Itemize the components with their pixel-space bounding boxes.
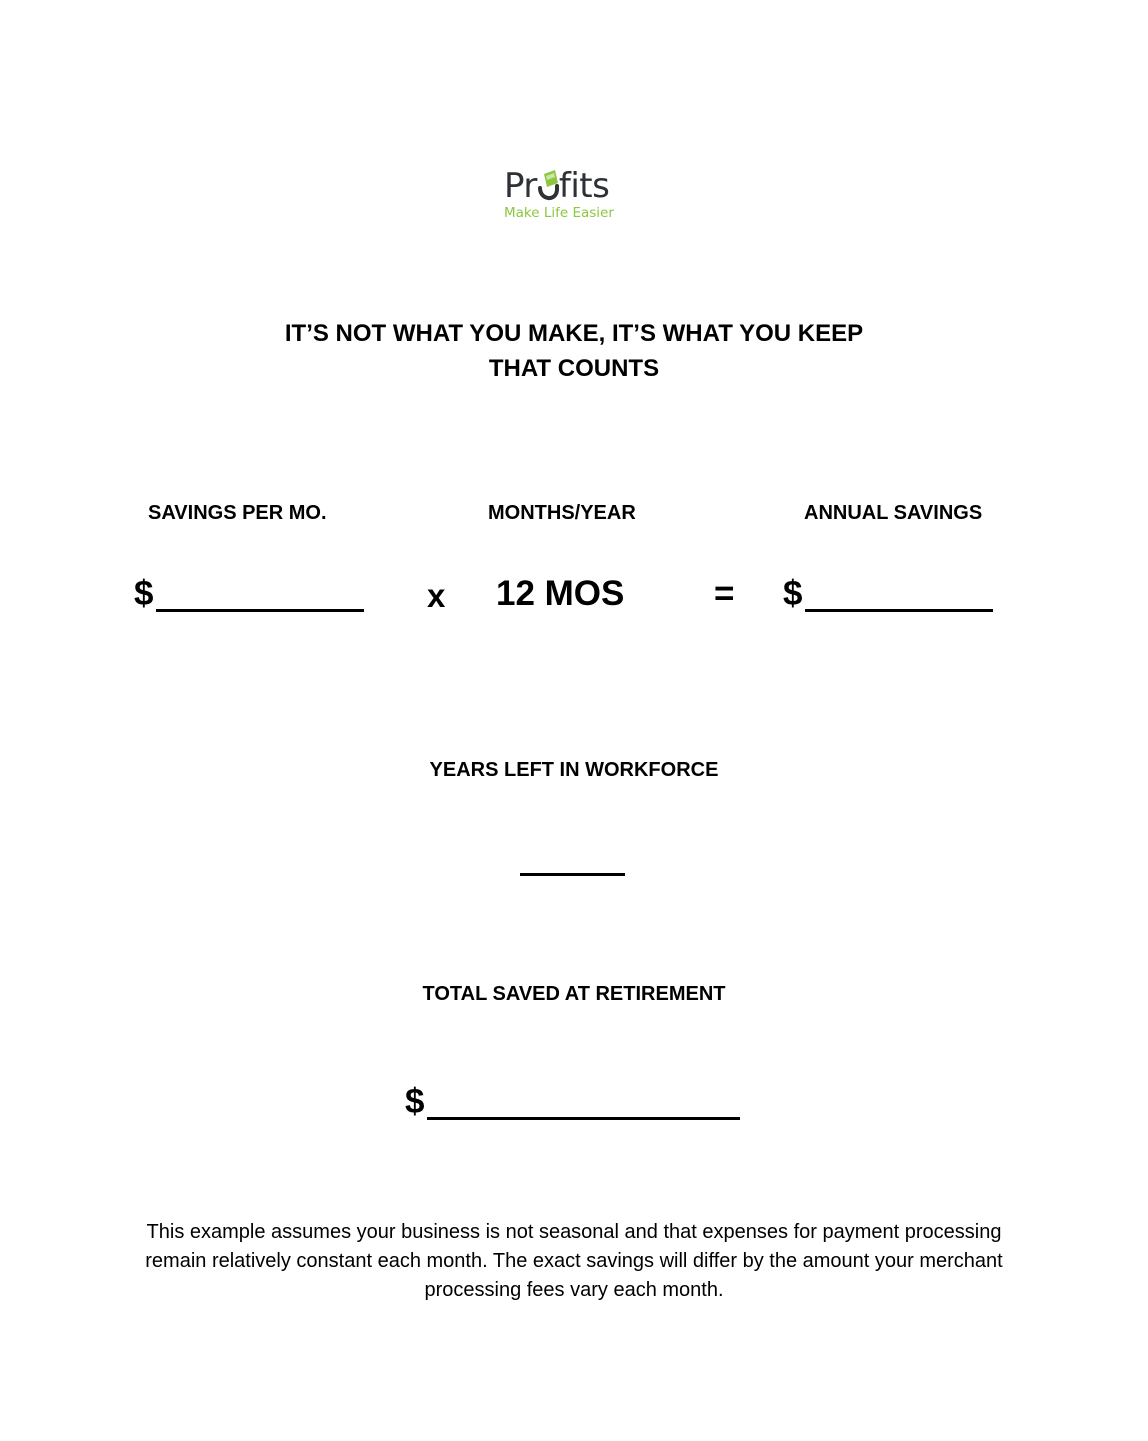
disclaimer-text: This example assumes your business is not seasonal and that expenses for payment processing remain relatively constant each month. The exact savings will differ by the amount your merchant processing fees vary each month. (145, 1221, 1003, 1301)
years-left-blank[interactable] (520, 873, 625, 876)
total-currency-symbol: $ (405, 1082, 425, 1121)
months-value: 12 MOS (496, 574, 625, 613)
months-per-year-label: MONTHS/YEAR (488, 502, 636, 524)
annual-currency-symbol: $ (783, 574, 803, 613)
logo-wordmark (504, 166, 609, 206)
total-saved-blank[interactable] (427, 1117, 740, 1120)
headline-line-2: THAT COUNTS (488, 355, 660, 382)
annual-savings-label: ANNUAL SAVINGS (804, 502, 983, 524)
profits-logo (504, 166, 654, 226)
total-saved-label: TOTAL SAVED AT RETIREMENT (422, 983, 726, 1005)
years-left-label: YEARS LEFT IN WORKFORCE (429, 759, 719, 781)
savings-per-month-label: SAVINGS PER MO. (148, 502, 327, 524)
logo-tagline: Make Life Easier (504, 205, 614, 221)
headline (0, 316, 1148, 386)
annual-savings-blank[interactable] (805, 609, 993, 612)
logo-hand-icon (537, 166, 559, 206)
logo-word-start: Pr (504, 166, 537, 206)
equals-sign: = (714, 574, 735, 613)
headline-line-1: IT’S NOT WHAT YOU MAKE, IT’S WHAT YOU KEEP (284, 320, 864, 347)
savings-per-month-blank[interactable] (156, 609, 364, 612)
savings-currency-symbol: $ (134, 574, 154, 613)
logo-word-end: fits (558, 166, 610, 206)
multiply-sign: x (427, 577, 446, 614)
